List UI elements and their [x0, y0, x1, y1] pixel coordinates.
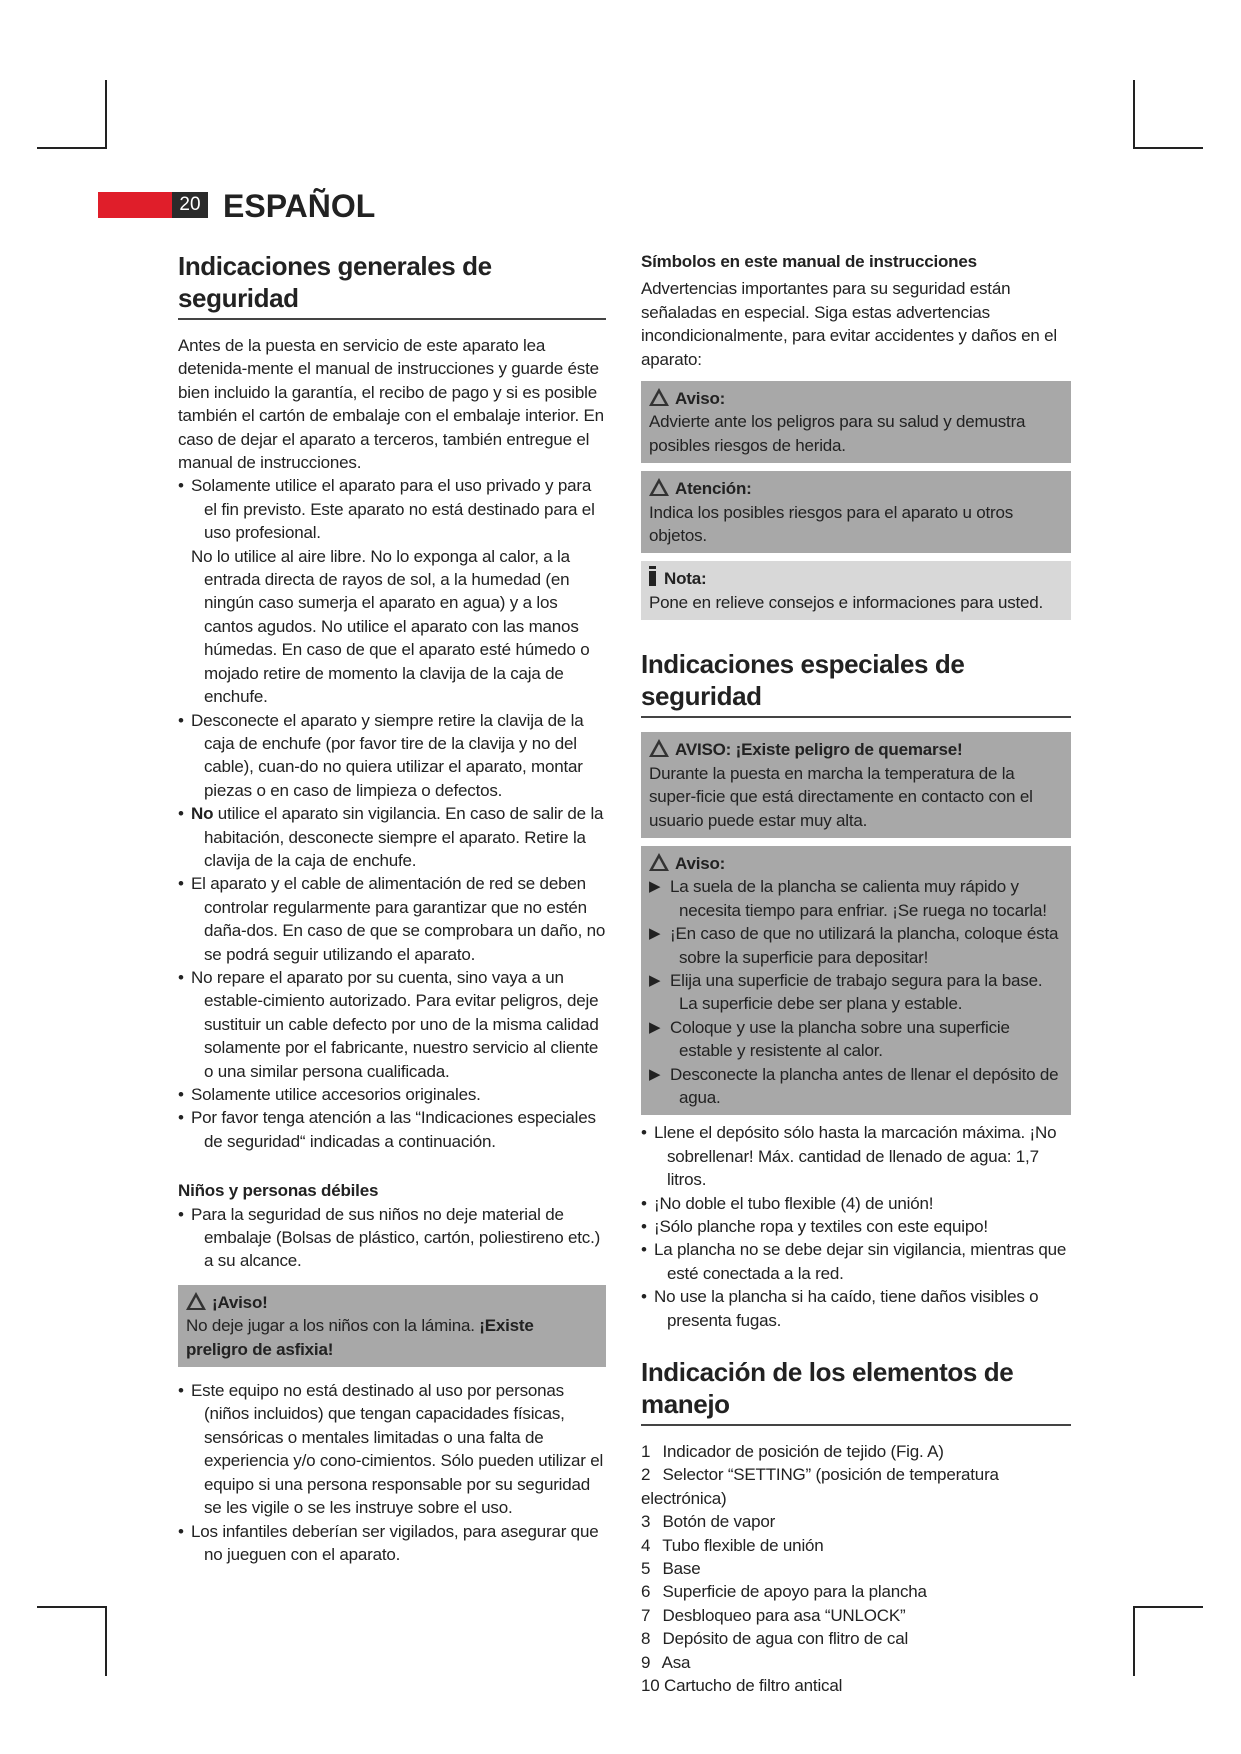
caution-triangle-icon [649, 478, 669, 496]
page-number: 20 [172, 192, 208, 218]
info-icon [649, 571, 656, 586]
box-text: Durante la puesta en marcha la temperatura de la super-ficie que está directamente en contacto con el usuario puede estar muy alta. [649, 763, 1033, 830]
list-item [641, 1440, 1071, 1463]
box-title-text: Aviso: [675, 389, 726, 409]
crop-mark [105, 1606, 107, 1676]
item-label: Asa [661, 1652, 691, 1672]
list-item: ▶ Desconecte la plancha antes de llenar el depósito de agua. [649, 1063, 1063, 1110]
list-item: • ¡No doble el tubo flexible (4) de unión! [641, 1192, 1071, 1215]
list-item [641, 1534, 1071, 1557]
box-title [649, 477, 1063, 500]
symbols-intro: Advertencias importantes para su seguridad están señaladas en especial. Siga estas advertencias incondicionalmente, para evitar accidentes y daños en el aparato: [641, 279, 1057, 369]
special-safety-list [641, 1121, 1071, 1332]
item-number: 3 [641, 1512, 651, 1532]
list-item [641, 1557, 1071, 1580]
box-title-text: Aviso: [675, 853, 726, 873]
burn-warning-box [641, 732, 1071, 838]
crop-mark [105, 80, 107, 148]
crop-mark [1133, 1606, 1203, 1608]
list-item: ▶ La suela de la plancha se calienta muy rápido y necesita tiempo para enfriar. ¡Se ruega no tocarla! [649, 875, 1063, 922]
item-number: 10 [641, 1676, 660, 1696]
left-column [178, 250, 606, 1566]
list-item: • Por favor tenga atención a las “Indicaciones especiales de seguridad“ indicadas a continuación. [178, 1106, 606, 1153]
item-label: Base [662, 1559, 701, 1579]
item-number: 9 [641, 1652, 651, 1672]
list-item: • Solamente utilice el aparato para el uso privado y para el fin previsto. Este aparato no está destinado para el uso profesional. [178, 474, 606, 544]
list-item [641, 1604, 1071, 1627]
box-text: Pone en relieve consejos e informaciones para usted. [649, 592, 1044, 612]
list-item: • Este equipo no está destinado al uso por personas (niños incluidos) que tengan capacidades físicas, sensóricas o mentales limitadas o una falta de experiencia y/o cono-cimientos. Sólo pueden utilizar el equipo si una persona responsable por su seguridad se les vigile o se les instruye sobre el uso. [178, 1379, 606, 1519]
atencion-box [641, 471, 1071, 553]
header-red-bar [98, 192, 172, 218]
list-item [641, 1651, 1071, 1674]
list-item [641, 1674, 1071, 1697]
list-item [178, 802, 606, 872]
list-item: • No repare el aparato por su cuenta, sino vaya a un estable-cimiento autorizado. Para evitar peligros, deje sustituir un cable defecto por uno de la misma calidad solamente por el fabricante, nuestro servicio al cliente o una similar persona cualificada. [178, 966, 606, 1083]
box-title-text: AVISO: ¡Existe peligro de quemarse! [675, 740, 963, 760]
list-item: • Los infantiles deberían ser vigilados, para asegurar que no jueguen con el aparato. [178, 1520, 606, 1567]
crop-mark [1133, 80, 1135, 148]
box-title-text: Nota: [664, 569, 707, 589]
arrow-list [649, 875, 1063, 1109]
children-list [178, 1203, 606, 1273]
children-list-2 [178, 1379, 606, 1566]
box-text-normal: No deje jugar a los niños con la lámina. [186, 1316, 480, 1336]
crop-mark [37, 1606, 107, 1608]
item-label: Desbloqueo para asa “UNLOCK” [662, 1605, 906, 1625]
item-number: 8 [641, 1629, 651, 1649]
list-item: • Solamente utilice accesorios originales. [178, 1083, 606, 1106]
item-label: Botón de vapor [662, 1512, 776, 1532]
list-item: • Desconecte el aparato y siempre retire la clavija de la caja de enchufe (por favor tire de la clavija y no del cable), cuan-do no quiera utilizar el aparato, montar piezas o en caso de limpieza o defectos. [178, 709, 606, 803]
item-label: Cartucho de filtro antical [664, 1676, 843, 1696]
warning-triangle-icon [649, 388, 669, 406]
box-title [186, 1291, 598, 1314]
box-title [649, 387, 1063, 410]
list-item: ▶ ¡En caso de que no utilizará la plancha, coloque ésta sobre la superficie para depositar! [649, 922, 1063, 969]
item-label: Indicador de posición de tejido (Fig. A) [662, 1442, 944, 1462]
section-title-special-safety: Indicaciones especiales de seguridad [641, 648, 1071, 718]
warning-triangle-icon [649, 739, 669, 757]
list-item-text: utilice el aparato sin vigilancia. En caso de salir de la habitación, desconecte siempre el aparato. Retire la clavija de la caja de enchufe. [204, 804, 604, 870]
children-subheading: Niños y personas débiles [178, 1181, 379, 1201]
bold-no: No [191, 804, 214, 824]
item-number: 4 [641, 1535, 651, 1555]
box-text-bold: ¡Existe preligro de asfixia! [186, 1316, 534, 1359]
controls-list [641, 1440, 1071, 1697]
language-title: ESPAÑOL [223, 188, 376, 224]
list-item: ▶ Coloque y use la plancha sobre una superficie estable y resistente al calor. [649, 1016, 1063, 1063]
box-text: Indica los posibles riesgos para el aparato u otros objetos. [649, 502, 1014, 546]
warning-triangle-icon [186, 1292, 206, 1310]
section-title-general-safety: Indicaciones generales de seguridad [178, 250, 606, 320]
list-item: • El aparato y el cable de alimentación de red se deben controlar regularmente para garantizar que no estén daña-dos. En caso de que se comprobara un daño, no se podrá seguir utilizando el aparato. [178, 872, 606, 966]
crop-mark [37, 147, 107, 149]
list-item [641, 1627, 1071, 1650]
item-label: Tubo flexible de unión [662, 1535, 824, 1555]
list-item: • La plancha no se debe dejar sin vigilancia, mientras que esté conectada a la red. [641, 1238, 1071, 1285]
item-number: 6 [641, 1582, 651, 1602]
aviso-asfixia-box [178, 1285, 606, 1367]
right-column [641, 250, 1071, 1698]
aviso-list-box [641, 846, 1071, 1115]
item-number: 7 [641, 1605, 651, 1625]
list-item: • ¡Sólo planche ropa y textiles con este equipo! [641, 1215, 1071, 1238]
list-item [641, 1580, 1071, 1603]
box-text [186, 1314, 598, 1361]
box-text: Advierte ante los peligros para su salud y demustra posibles riesgos de herida. [649, 412, 1026, 455]
crop-mark [1133, 1606, 1135, 1676]
item-label: Depósito de agua con flitro de cal [662, 1629, 909, 1649]
list-item: ▶ Elija una superficie de trabajo segura para la base. La superficie debe ser plana y estable. [649, 969, 1063, 1016]
warning-triangle-icon [649, 853, 669, 871]
box-title [649, 852, 1063, 875]
item-number: 2 [641, 1465, 651, 1485]
list-item [641, 1463, 1071, 1510]
list-item: No lo utilice al aire libre. No lo exponga al calor, a la entrada directa de rayos de sol, a la humedad (en ningún caso sumerja el aparato en agua) y a los cantos agudos. No utilice el aparato con las manos húmedas. En caso de que el aparato esté húmedo o mojado retire de momento la clavija de la caja de enchufe. [191, 546, 590, 707]
list-item: • No use la plancha si ha caído, tiene daños visibles o presenta fugas. [641, 1285, 1071, 1332]
box-title-text: Atención: [675, 479, 752, 499]
nota-box [641, 561, 1071, 620]
box-title-text: ¡Aviso! [212, 1292, 268, 1312]
item-number: 1 [641, 1442, 651, 1462]
item-label: Selector “SETTING” (posición de temperatura electrónica) [641, 1465, 999, 1508]
section-title-controls: Indicación de los elementos de manejo [641, 1356, 1071, 1426]
box-title [649, 738, 1063, 761]
box-title [649, 567, 1063, 590]
item-number: 5 [641, 1559, 651, 1579]
general-safety-list [178, 474, 606, 1153]
symbols-subheading: Símbolos en este manual de instrucciones [641, 252, 977, 271]
list-item: • Para la seguridad de sus niños no deje material de embalaje (Bolsas de plástico, cartón, poliestireno etc.) a su alcance. [178, 1203, 606, 1273]
aviso-box [641, 381, 1071, 463]
item-label: Superficie de apoyo para la plancha [662, 1582, 927, 1602]
list-item [641, 1510, 1071, 1533]
crop-mark [1133, 147, 1203, 149]
list-item: • Llene el depósito sólo hasta la marcación máxima. ¡No sobrellenar! Máx. cantidad de llenado de agua: 1,7 litros. [641, 1121, 1071, 1191]
intro-paragraph: Antes de la puesta en servicio de este aparato lea detenida-mente el manual de instrucciones y guarde éste bien incluido la garantía, el recibo de pago y si es posible también el cartón de embalaje con el embalaje interior. En caso de dejar el aparato a terceros, también entregue el manual de instrucciones. [178, 336, 604, 473]
